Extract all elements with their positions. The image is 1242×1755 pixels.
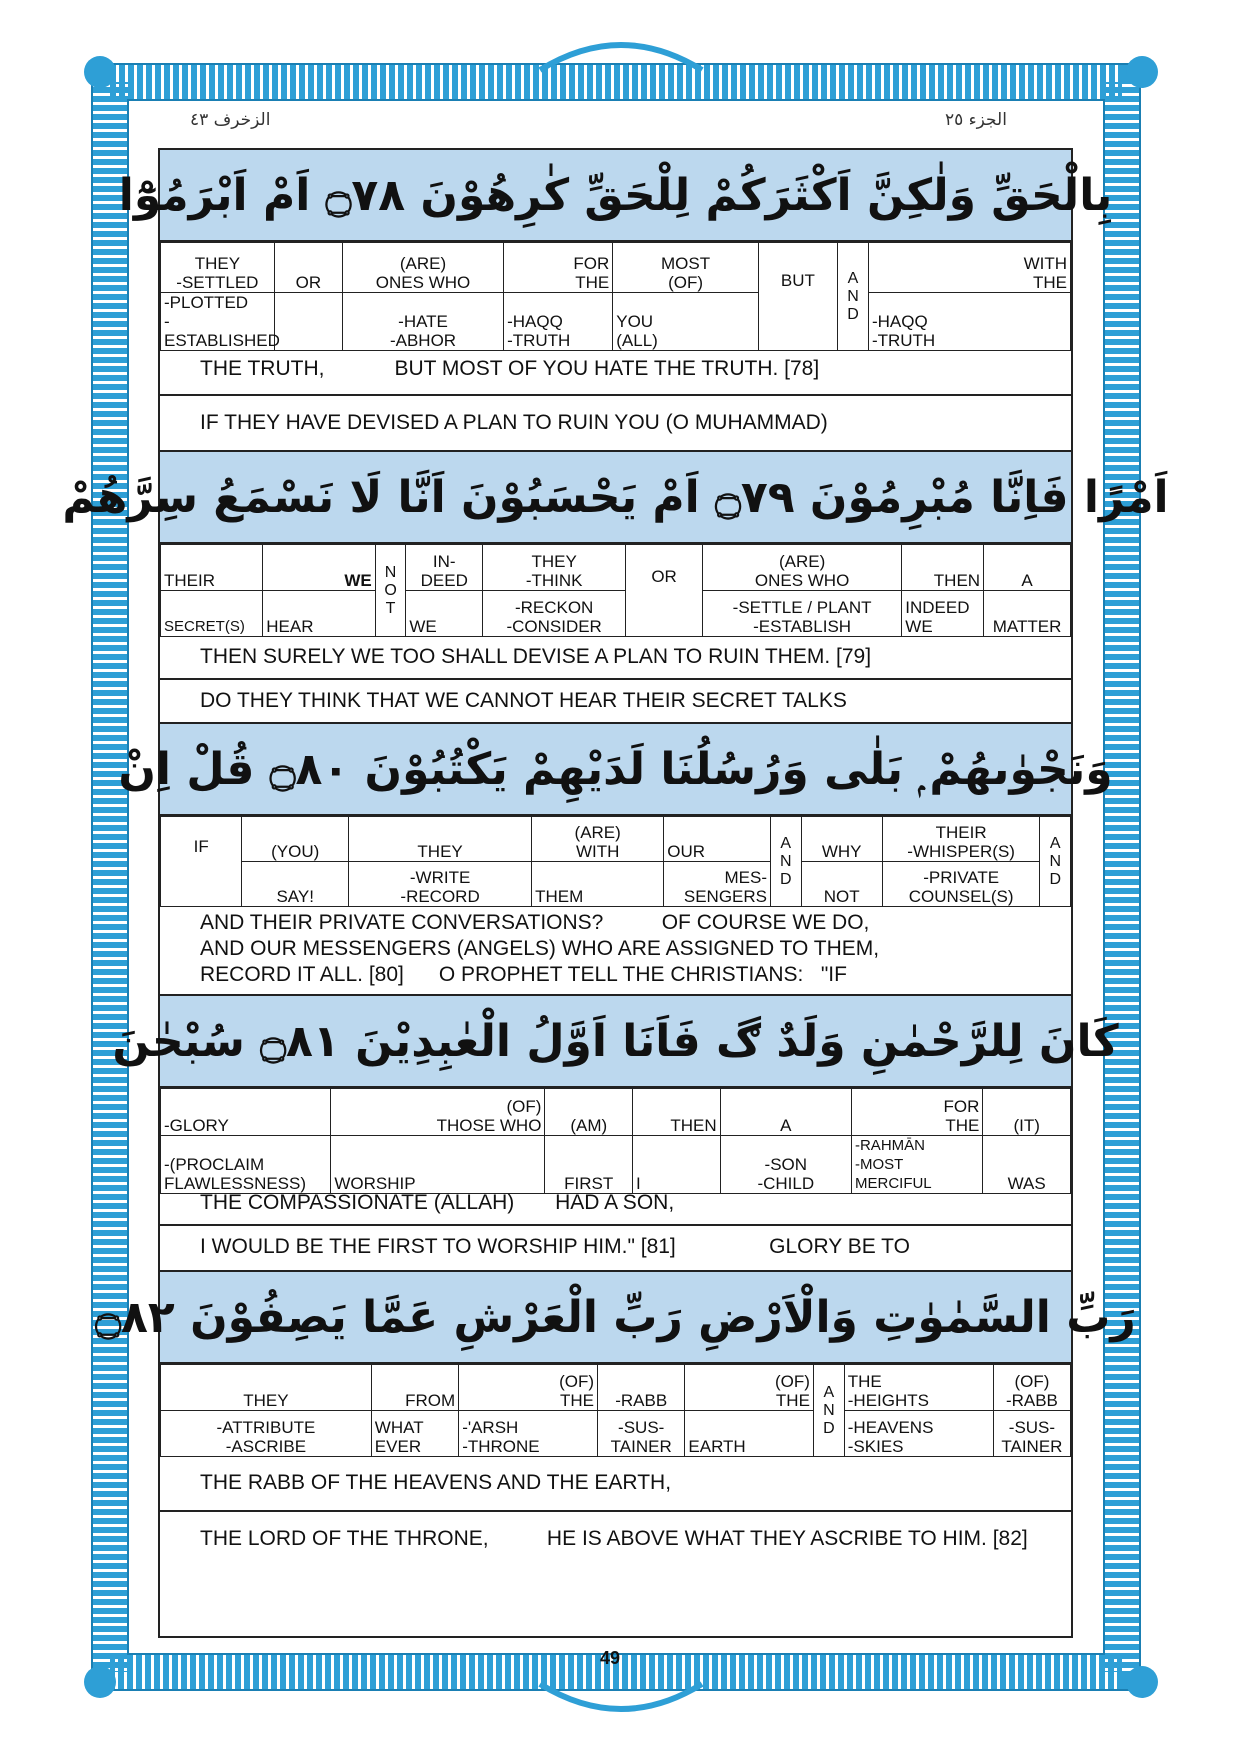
translation-block: AND THEIR PRIVATE CONVERSATIONS? OF COURSE WE DO, AND OUR MESSENGERS (ANGELS) WHO ARE ASSIGNED TO THEM, RECORD IT ALL. [80] O PROPHET TELL THE CHRISTIANS: "IF: [160, 906, 1071, 996]
word-cell: -HAQQ -TRUTH: [504, 293, 613, 351]
word-cell: (OF) THE: [685, 1365, 814, 1411]
word-cell: THEIR -WHISPER(S): [882, 817, 1040, 862]
word-cell: I: [633, 1136, 721, 1194]
word-cell: WAS: [983, 1136, 1071, 1194]
word-cell: NOT: [801, 862, 882, 907]
word-by-word-table: [160, 1364, 1071, 1457]
word-cell: (ARE) ONES WHO: [343, 243, 504, 293]
page-content: [62, 148, 1169, 1638]
arabic-verse-line: وَنَجْوٰىهُمْ ۭ بَلٰى وَرُسُلُنَا لَدَيْهِمْ يَكْتُبُوْنَ ۝٨٠ قُلْ اِنْ: [160, 724, 1071, 816]
word-cell: THE -HEIGHTS: [844, 1365, 993, 1411]
word-cell: (IT): [983, 1089, 1071, 1136]
word-cell: A: [720, 1089, 851, 1136]
word-cell: -SUS- TAINER: [598, 1411, 685, 1457]
word-cell: -SON -CHILD: [720, 1136, 851, 1194]
translation-line: DO THEY THINK THAT WE CANNOT HEAR THEIR SECRET TALKS: [160, 680, 1071, 724]
word-cell: THEIR: [161, 545, 263, 591]
word-cell: IF: [161, 817, 242, 907]
arabic-verse-line: بِالْحَقِّ وَلٰكِنَّ اَكْثَرَكُمْ لِلْحَقِّ كٰرِهُوْنَ ۝٧٨ اَمْ اَبْرَمُوْٓا: [160, 150, 1071, 242]
word-cell: THEN: [902, 545, 984, 591]
word-cell: MATTER: [984, 591, 1071, 637]
translation-line: I WOULD BE THE FIRST TO WORSHIP HIM." [81] GLORY BE TO: [160, 1226, 1071, 1272]
word-cell: -WRITE -RECORD: [349, 862, 532, 907]
word-cell: -RABB: [598, 1365, 685, 1411]
juz-header: الجزء ٢٥: [945, 110, 1007, 130]
word-cell: OR: [626, 545, 703, 637]
word-cell: FROM: [371, 1365, 458, 1411]
word-cell: FOR THE: [504, 243, 613, 293]
word-cell: A: [984, 545, 1071, 591]
word-cell: FIRST: [545, 1136, 633, 1194]
word-cell-vertical: N O T: [375, 545, 406, 637]
word-cell: -GLORY: [161, 1089, 331, 1136]
word-cell: THEY: [349, 817, 532, 862]
word-cell: -SUS- TAINER: [993, 1411, 1070, 1457]
word-cell: -RECKON -CONSIDER: [483, 591, 626, 637]
word-cell: (OF) THE: [459, 1365, 598, 1411]
word-cell: WHAT EVER: [371, 1411, 458, 1457]
word-cell: WE: [406, 591, 483, 637]
word-cell: (OF) THOSE WHO: [331, 1089, 545, 1136]
arabic-verse-line: كَانَ لِلرَّحْمٰنِ وَلَدٌ ڰ فَاَنَا اَوَّلُ الْعٰبِدِيْنَ ۝٨١ سُبْحٰنَ: [160, 996, 1071, 1088]
word-cell: -ATTRIBUTE -ASCRIBE: [161, 1411, 372, 1457]
word-cell-vertical: A N D: [813, 1365, 844, 1457]
word-cell: (AM): [545, 1089, 633, 1136]
translation-line: THEN SURELY WE TOO SHALL DEVISE A PLAN TO RUIN THEM. [79]: [160, 636, 1071, 680]
word-cell: (YOU): [242, 817, 349, 862]
word-cell: WHY: [801, 817, 882, 862]
word-by-word-table: [160, 242, 1071, 351]
word-cell: THEM: [532, 862, 664, 907]
arabic-verse-line: رَبِّ السَّمٰوٰتِ وَالْاَرْضِ رَبِّ الْعَرْشِ عَمَّا يَصِفُوْنَ ۝٨٢: [160, 1272, 1071, 1364]
word-cell: WITH THE: [868, 243, 1070, 293]
word-cell: BUT: [758, 243, 837, 351]
word-cell: -SETTLE / PLANT -ESTABLISH: [702, 591, 901, 637]
word-by-word-table: [160, 544, 1071, 637]
word-by-word-table: [160, 816, 1071, 907]
word-cell: WORSHIP: [331, 1136, 545, 1194]
word-cell-vertical: A N D: [771, 817, 802, 907]
page-number: 49: [600, 1648, 621, 1668]
word-cell: FOR THE: [851, 1089, 982, 1136]
word-cell: (ARE) ONES WHO: [702, 545, 901, 591]
word-cell: MOST (OF): [613, 243, 759, 293]
word-cell: -HAQQ -TRUTH: [868, 293, 1070, 351]
word-cell: SECRET(S): [161, 591, 263, 637]
translation-line: THE COMPASSIONATE (ALLAH) HAD A SON,: [160, 1182, 1071, 1226]
word-by-word-table: [160, 1088, 1071, 1194]
word-cell: EARTH: [685, 1411, 814, 1457]
word-cell: HEAR: [263, 591, 375, 637]
word-cell: THEN: [633, 1089, 721, 1136]
word-cell: (ARE) WITH: [532, 817, 664, 862]
word-cell: MES- SENGERS: [664, 862, 771, 907]
word-cell: THEY: [161, 1365, 372, 1411]
word-cell: -'ARSH -THRONE: [459, 1411, 598, 1457]
translation-line: THE LORD OF THE THRONE, HE IS ABOVE WHAT THEY ASCRIBE TO HIM. [82]: [200, 1527, 1028, 1550]
arabic-verse-line: اَمْرًا فَاِنَّا مُبْرِمُوْنَ ۝٧٩ اَمْ يَحْسَبُوْنَ اَنَّا لَا نَسْمَعُ سِرَّهُمْ: [160, 452, 1071, 544]
word-cell: SAY!: [242, 862, 349, 907]
word-cell: THEY -THINK: [483, 545, 626, 591]
word-cell: THEY -SETTLED: [161, 243, 275, 293]
word-cell: -(PROCLAIM FLAWLESSNESS): [161, 1136, 331, 1194]
word-cell-vertical: A N D: [838, 243, 869, 351]
translation-line: IF THEY HAVE DEVISED A PLAN TO RUIN YOU (O MUHAMMAD): [160, 396, 1071, 452]
word-cell: -PRIVATE COUNSEL(S): [882, 862, 1040, 907]
word-cell: -HATE -ABHOR: [343, 293, 504, 351]
word-cell: WE: [263, 545, 375, 591]
word-cell-vertical: A N D: [1040, 817, 1071, 907]
word-cell: -HEAVENS -SKIES: [844, 1411, 993, 1457]
word-cell: -PLOTTED -ESTABLISHED: [161, 293, 275, 351]
translation-line: THE TRUTH, BUT MOST OF YOU HATE THE TRUTH. [78]: [160, 342, 1071, 396]
word-cell: YOU (ALL): [613, 293, 759, 351]
word-cell: IN- DEED: [406, 545, 483, 591]
surah-header: الزخرف ٤٣: [190, 110, 271, 130]
word-cell: OUR: [664, 817, 771, 862]
word-cell: OR: [274, 243, 342, 293]
translation-line: THE RABB OF THE HEAVENS AND THE EARTH,: [160, 1456, 1071, 1512]
word-cell: (OF) -RABB: [993, 1365, 1070, 1411]
word-cell: INDEED WE: [902, 591, 984, 637]
word-cell: -RAHMĀN -MOST MERCIFUL: [851, 1136, 982, 1194]
